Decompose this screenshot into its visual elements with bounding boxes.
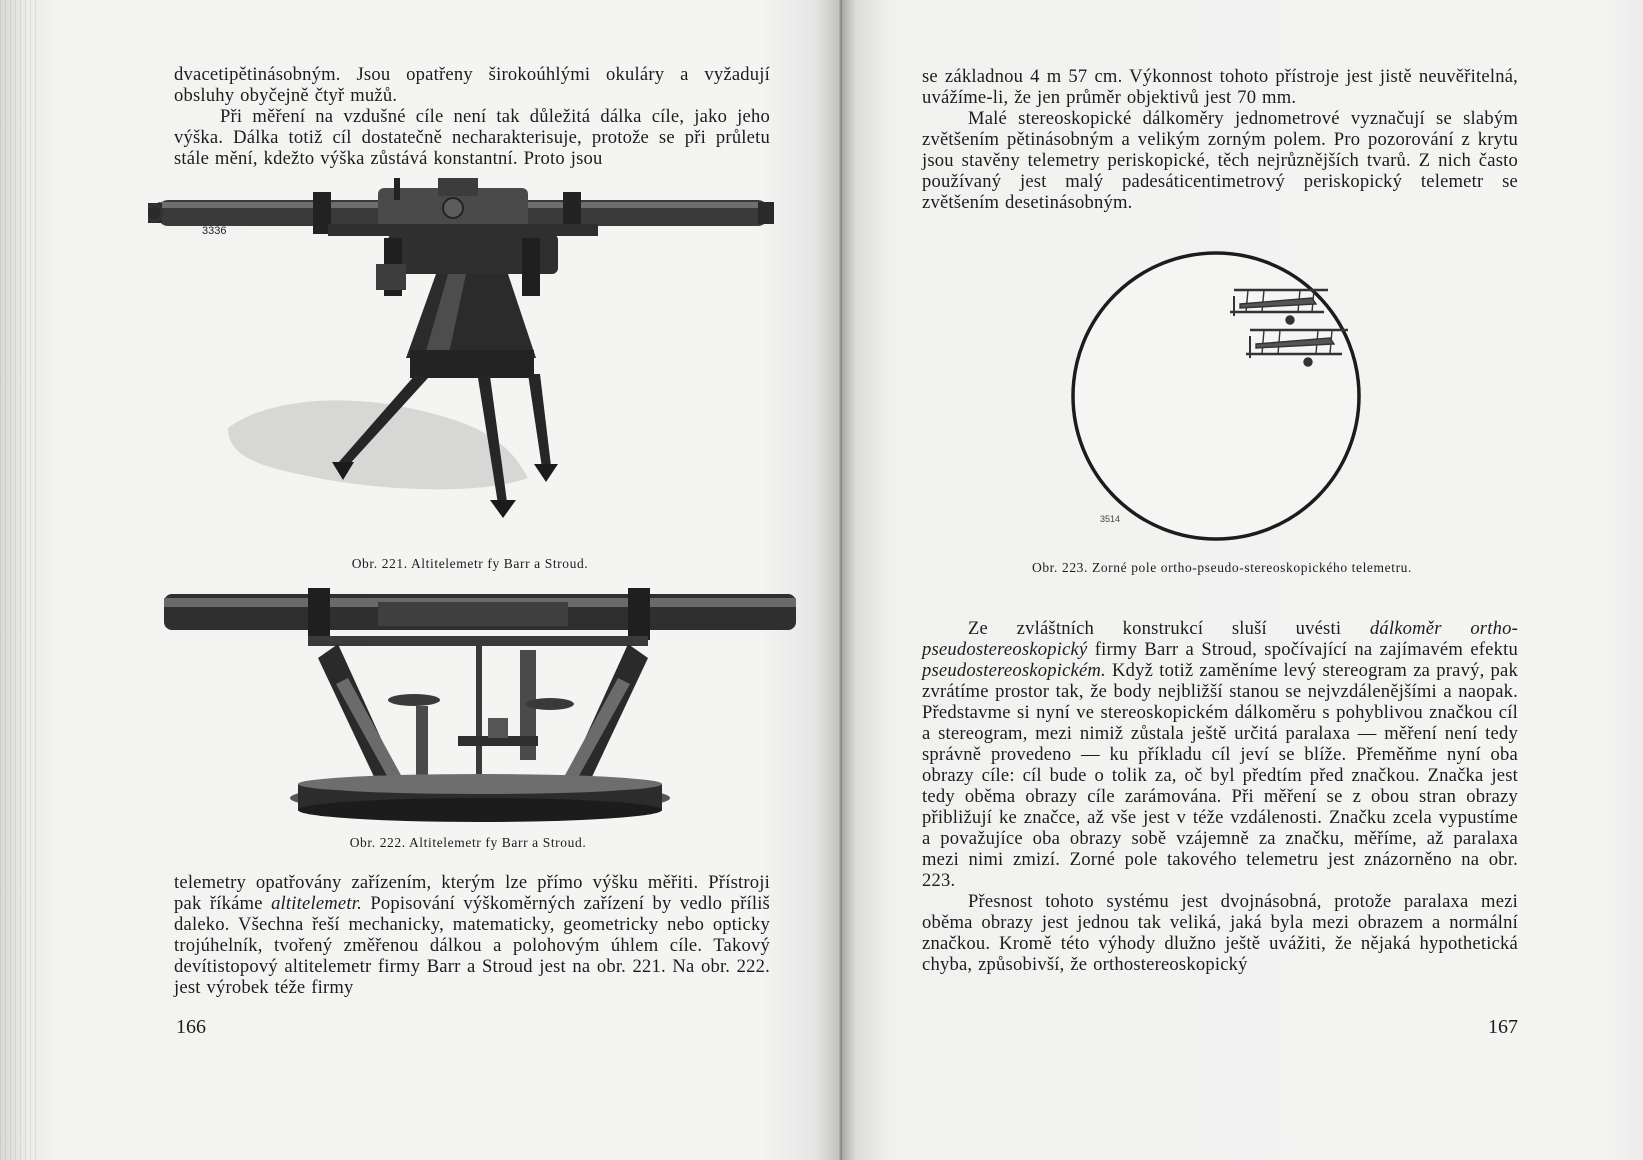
field-of-view-illustration [1064,246,1374,546]
right-paragraph-3-part2: firmy Barr a Stroud, spočívající na zajímavém efektu [1087,639,1518,660]
figure-222-caption: Obr. 222. Altitelemetr fy Barr a Stroud. [349,835,587,850]
altitelemetr-term: altitelemetr. [271,893,362,914]
right-page [842,0,1643,1160]
right-body-text [922,618,1518,975]
left-paragraph-3 [174,872,770,998]
left-page-number: 166 [176,1016,206,1038]
figure-223-caption: Obr. 223. Zorné pole ortho-pseudo-stereoskopického telemetru. [1031,560,1412,575]
left-paragraph-1: dvacetipětinásobným. Jsou opatřeny širokoúhlými okuláry a vyžadují obsluhy obyčejně čtyř mužů. [174,64,770,106]
right-paragraph-2: Malé stereoskopické dálkoměry jednometrové vyznačují se slabým zvětšením pětinásobným a velikým zorným polem. Pro pozorování z krytu jsou stavěny telemetry periskopické, těch nejrůznějších tvarů. Z nich často používaný jest malý padesáticentimetrový periskopický telemetr se zvětšením desetinásobným. [922,108,1518,213]
page-edge-stack [0,0,40,1160]
left-bottom-text [174,872,770,998]
tripod-telemeter-illustration [148,178,808,538]
left-top-text [174,64,770,169]
figure-222-image [158,588,804,828]
figure-223-image [1064,246,1374,546]
left-paragraph-2: Při měření na vzdušné cíle není tak důležitá dálka cíle, jako jeho výška. Dálka totiž cíl dostatečně necharakterisuje, protože se při průletu stále mění, kdežto výška zůstává konstantní. Proto jsou [174,106,770,169]
right-paragraph-4: Přesnost tohoto systému jest dvojnásobná, protože paralaxa mezi oběma obrazy jest jednou tak veliká, jaká byla mezi obrazem a normální značkou. Kromě této výhody dlužno ještě uvážiti, že nějaká hypothetická chyba, způsobivší, že orthostereoskopický [922,891,1518,975]
figure-221-image [148,178,808,538]
right-paragraph-3-part1: Ze zvláštních konstrukcí sluší uvésti [968,618,1370,639]
right-paragraph-3-part3: Když totiž zaměníme levý stereogram za pravý, pak zvrátíme prostor tak, že body nejbližší stanou se nejvzdálenějšími a naopak. Představme si nyní ve stereoskopickém dálkoměru s pohyblivou značkou cíl a stereogram, mezi nimiž zůstala ještě určitá paralaxa — měření není tedy správně provedeno — ku příkladu cíl jeví se blíže. Přeměňme nyní oba obrazy cíle: cíl bude o tolik za, oč byl předtím před značkou. Značka jest tedy oběma obrazy cíle zarámována. Při měření se z obou stran obrazy přibližují ke značce, až vše jest v téže vzdálenosti. Značku zcela vypustíme a považujíce oba obrazy sobě vzájemně za značku, měříme, až paralaxa mezi nimi zmizí. Zorné pole takového telemetru jest znázorněno na obr. 223. [922,660,1518,891]
ortho-pseudo-term: dálkoměr ortho-pseudostereoskopický [922,618,1518,660]
figure-221-caption: Obr. 221. Altitelemetr fy Barr a Stroud. [351,556,589,571]
left-paragraph-3-part2: Popisování výškoměrných zařízení by vedlo příliš daleko. Všechna řeší mechanicky, matematicky, geometricky nebo opticky trojúhelník, tvořený změřenou dálkou a polohovým úhlem cíle. Takový devítistopový altitelemetr firmy Barr a Stroud jest na obr. 221. Na obr. 222. jest výrobek téže firmy [174,893,770,998]
left-paragraph-3-part1: telemetry opatřovány zařízením, kterým lze přímo výšku měřiti. Přístroji pak říkáme [174,872,770,914]
right-paragraph-1: se základnou 4 m 57 cm. Výkonnost tohoto přístroje jest jistě neuvěřitelná, uvážíme-li, že jen průměr objektivů jest 70 mm. [922,66,1518,108]
figure-221-plate-number: 3336 [202,225,227,237]
right-page-number: 167 [1488,1016,1518,1038]
pseudostereoscopic-term: pseudostereoskopickém. [922,660,1106,681]
right-top-text [922,66,1518,213]
mounted-telemeter-illustration [158,588,804,828]
right-paragraph-3 [922,618,1518,891]
figure-223-plate-number: 3514 [1100,514,1121,524]
